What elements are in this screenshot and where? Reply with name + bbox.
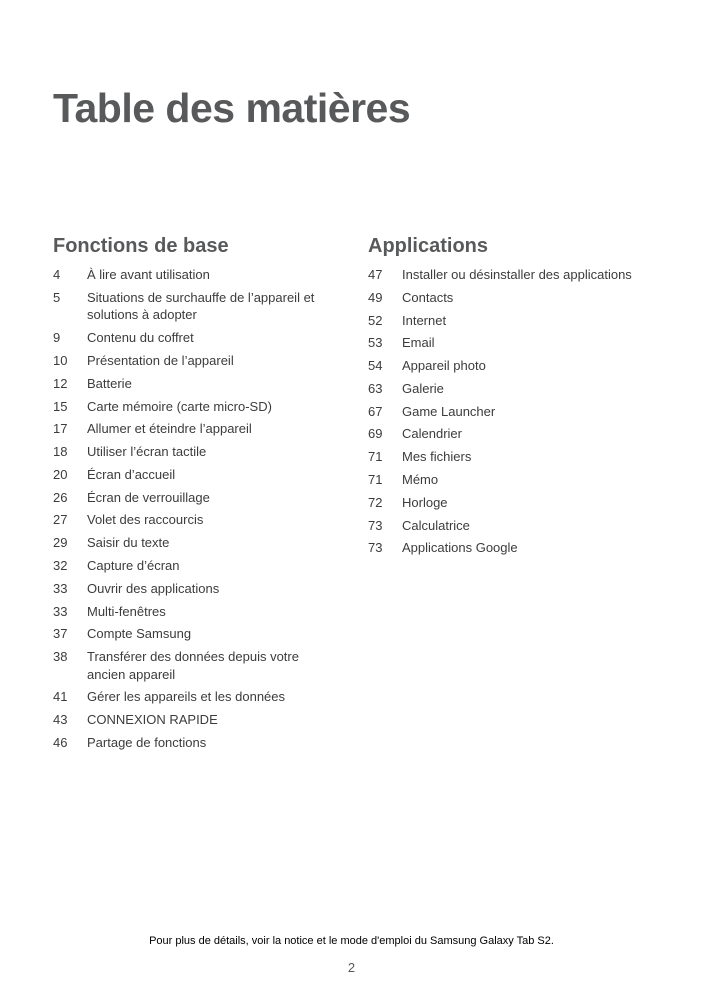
- toc-entry-page-number: 33: [53, 603, 68, 619]
- toc-entry[interactable]: [53, 711, 353, 729]
- toc-entry[interactable]: [368, 403, 668, 421]
- toc-entry[interactable]: [53, 266, 353, 284]
- toc-entry-page-number: 5: [53, 289, 61, 305]
- toc-entry-page-number: 15: [53, 398, 68, 414]
- toc-entry-page-number: 69: [368, 426, 383, 442]
- section-heading-applications: Applications: [368, 235, 489, 257]
- toc-entry[interactable]: [53, 688, 353, 706]
- toc-entry-page-number: 27: [53, 512, 68, 528]
- toc-entry-title: Contacts: [402, 289, 454, 305]
- toc-list-applications: [368, 266, 668, 557]
- toc-entry-page-number: 73: [368, 540, 383, 556]
- toc-entry[interactable]: [53, 511, 353, 529]
- toc-entry-page-number: 71: [368, 472, 383, 488]
- toc-entry-title: Contenu du coffret: [87, 330, 194, 346]
- toc-entry[interactable]: [53, 352, 353, 370]
- toc-entry-page-number: 73: [368, 517, 383, 533]
- toc-entry[interactable]: [53, 603, 353, 621]
- toc-entry[interactable]: [53, 648, 353, 683]
- toc-entry-page-number: 33: [53, 580, 68, 596]
- toc-entry-title: Gérer les appareils et les données: [87, 689, 286, 705]
- toc-entry-page-number: 49: [368, 289, 383, 305]
- section-heading-basics: Fonctions de base: [53, 235, 229, 257]
- toc-entry-title: Calculatrice: [402, 517, 470, 533]
- toc-entry[interactable]: [368, 425, 668, 443]
- toc-entry[interactable]: [368, 380, 668, 398]
- toc-entry-title: Multi-fenêtres: [87, 603, 166, 619]
- toc-entry-title: Carte mémoire (carte micro-SD): [87, 398, 272, 414]
- toc-entry-title: Capture d’écran: [87, 557, 180, 573]
- toc-entry-page-number: 71: [368, 449, 383, 465]
- toc-entry[interactable]: [368, 494, 668, 512]
- toc-entry-title: Installer ou désinstaller des applications: [402, 267, 632, 282]
- toc-entry-page-number: 67: [368, 403, 383, 419]
- toc-entry[interactable]: [368, 539, 668, 557]
- toc-entry[interactable]: [53, 443, 353, 461]
- toc-entry-page-number: 20: [53, 466, 68, 482]
- toc-entry[interactable]: [368, 312, 668, 330]
- toc-entry[interactable]: [53, 625, 353, 643]
- toc-entry[interactable]: [53, 734, 353, 752]
- toc-entry[interactable]: [53, 398, 353, 416]
- toc-entry[interactable]: [368, 266, 668, 284]
- toc-entry-title: Appareil photo: [402, 358, 486, 374]
- toc-entry-page-number: 18: [53, 444, 68, 460]
- toc-entry-title: Volet des raccourcis: [87, 512, 204, 528]
- toc-entry[interactable]: [53, 420, 353, 438]
- toc-entry-page-number: 4: [53, 267, 61, 282]
- toc-entry[interactable]: [53, 534, 353, 552]
- toc-entry-page-number: 54: [368, 358, 383, 374]
- toc-entry[interactable]: [368, 357, 668, 375]
- toc-entry-title: À lire avant utilisation: [87, 267, 210, 282]
- toc-entry-title: Transférer des données depuis votre ancien appareil: [87, 649, 299, 682]
- footer-note: Pour plus de détails, voir la notice et le mode d'emploi du Samsung Galaxy Tab S2.: [149, 935, 554, 947]
- toc-entry-title: Email: [402, 335, 435, 351]
- toc-entry-title: Game Launcher: [402, 403, 496, 419]
- toc-entry-page-number: 12: [53, 375, 68, 391]
- section-basics: [53, 231, 353, 757]
- toc-entry[interactable]: [53, 466, 353, 484]
- toc-entry-page-number: 41: [53, 689, 68, 705]
- toc-entry-page-number: 32: [53, 557, 68, 573]
- toc-entry-title: Applications Google: [402, 540, 518, 556]
- toc-entry-title: Internet: [402, 312, 447, 328]
- toc-entry[interactable]: [368, 471, 668, 489]
- toc-entry-title: Compte Samsung: [87, 626, 192, 642]
- toc-entry-title: CONNEXION RAPIDE: [87, 712, 218, 728]
- toc-entry-page-number: 43: [53, 712, 68, 728]
- toc-entry[interactable]: [53, 557, 353, 575]
- toc-entry-title: Mes fichiers: [402, 449, 472, 465]
- toc-entry-page-number: 17: [53, 421, 68, 437]
- toc-entry-title: Mémo: [402, 472, 439, 488]
- toc-entry-title: Situations de surchauffe de l’appareil et solutions à adopter: [87, 289, 315, 323]
- toc-entry-title: Partage de fonctions: [87, 735, 207, 751]
- toc-entry-title: Présentation de l’appareil: [87, 352, 234, 368]
- toc-entry[interactable]: [53, 289, 353, 324]
- section-applications: [368, 231, 668, 562]
- toc-entry-title: Écran d’accueil: [87, 466, 176, 482]
- toc-entry-page-number: 53: [368, 335, 383, 351]
- toc-entry-page-number: 10: [53, 352, 68, 368]
- toc-entry-page-number: 29: [53, 535, 68, 551]
- toc-entry-page-number: 63: [368, 380, 383, 396]
- toc-entry[interactable]: [368, 517, 668, 535]
- toc-entry-page-number: 47: [368, 267, 383, 282]
- toc-entry[interactable]: [53, 489, 353, 507]
- toc-entry[interactable]: [53, 329, 353, 347]
- toc-entry[interactable]: [368, 334, 668, 352]
- page-title: Table des matières: [53, 85, 411, 131]
- toc-entry-page-number: 52: [368, 312, 383, 328]
- toc-entry[interactable]: [53, 375, 353, 393]
- toc-entry-title: Allumer et éteindre l’appareil: [87, 421, 252, 437]
- toc-entry-page-number: 72: [368, 494, 383, 510]
- toc-entry-title: Batterie: [87, 375, 132, 391]
- toc-entry-page-number: 37: [53, 626, 68, 642]
- page-number: 2: [347, 960, 356, 975]
- toc-entry-title: Calendrier: [402, 426, 462, 442]
- toc-entry-title: Galerie: [402, 380, 444, 396]
- toc-list-basics: [53, 266, 353, 752]
- toc-entry-page-number: 26: [53, 489, 68, 505]
- toc-entry-title: Ouvrir des applications: [87, 580, 220, 596]
- toc-entry-page-number: 46: [53, 735, 68, 751]
- toc-entry-title: Saisir du texte: [87, 535, 170, 551]
- toc-entry-title: Horloge: [402, 494, 448, 510]
- toc-entry-page-number: 38: [53, 649, 68, 665]
- toc-entry-title: Utiliser l’écran tactile: [87, 444, 207, 460]
- toc-entry[interactable]: [368, 448, 668, 466]
- toc-entry-title: Écran de verrouillage: [87, 489, 210, 505]
- toc-entry-page-number: 9: [53, 330, 61, 346]
- toc-entry[interactable]: [368, 289, 668, 307]
- toc-entry[interactable]: [53, 580, 353, 598]
